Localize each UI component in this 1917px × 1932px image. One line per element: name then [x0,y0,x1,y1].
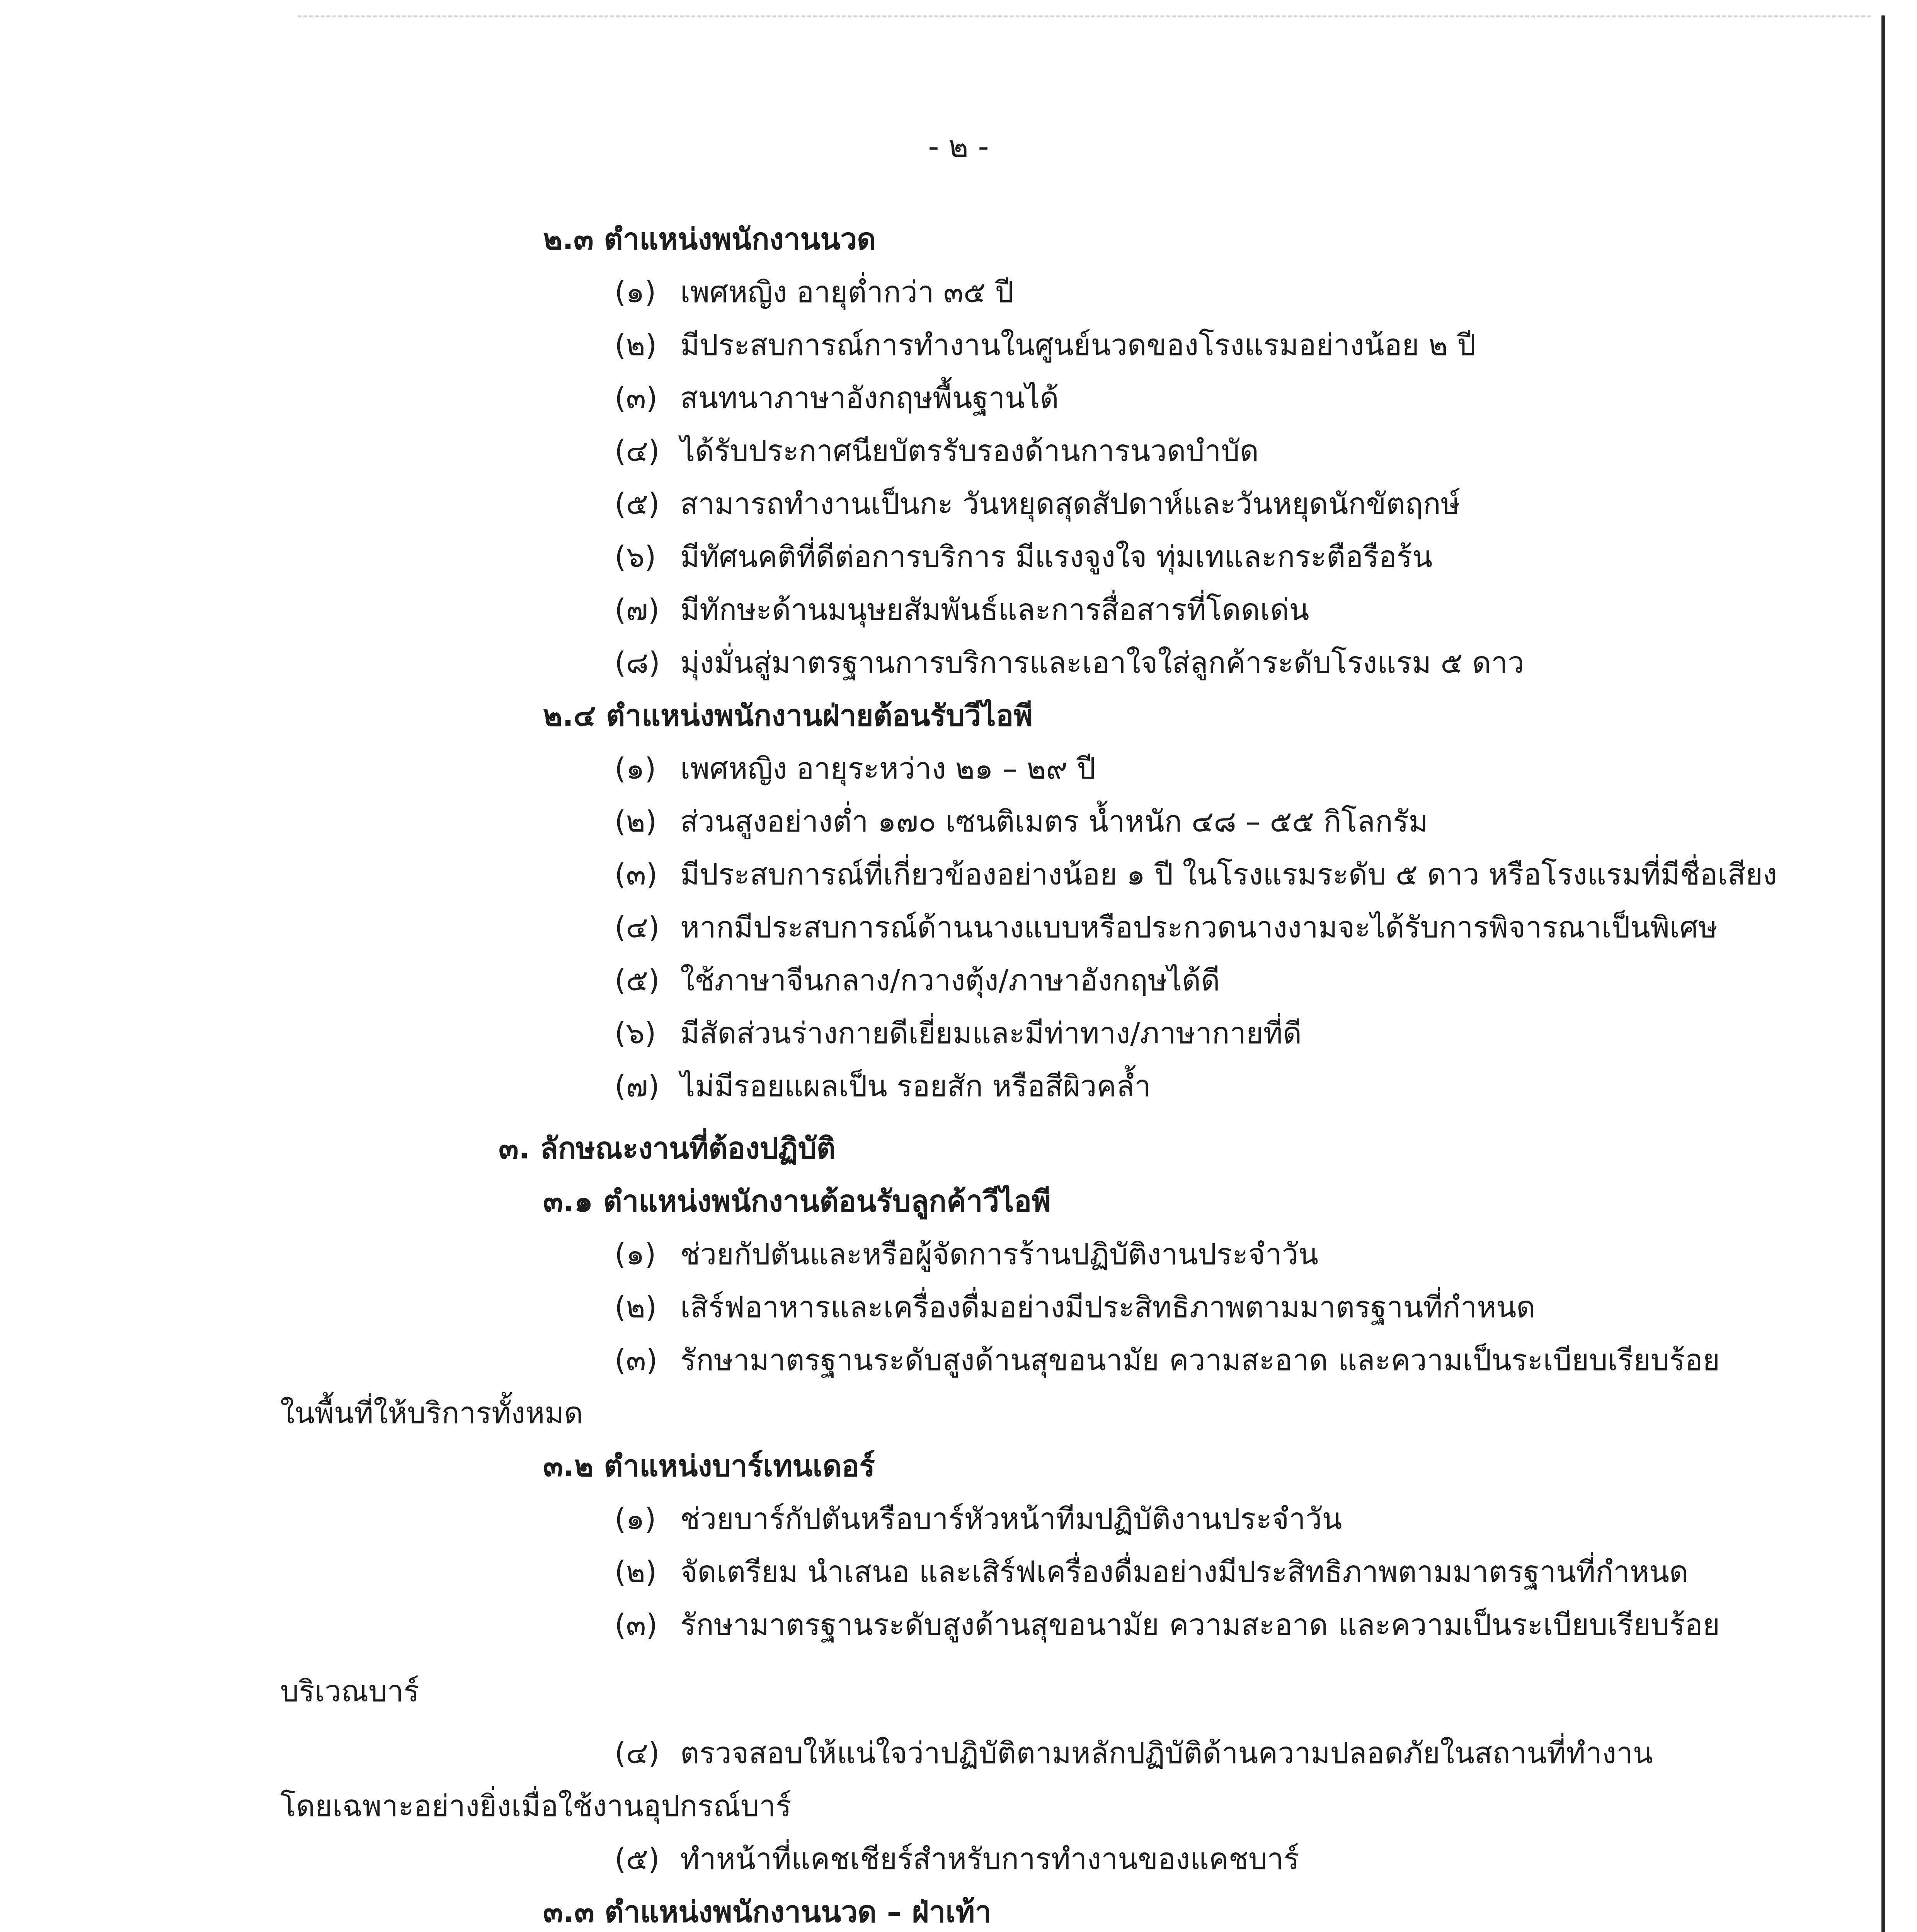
item-number: (๑) [615,751,656,786]
item-text: เพศหญิง อายุระหว่าง ๒๑ – ๒๙ ปี [680,751,1096,786]
item-text: รักษามาตรฐานระดับสูงด้านสุขอนามัย ความสะอาด และความเป็นระเบียบเรียบร้อย [680,1343,1720,1377]
item-text: สนทนาภาษาอังกฤษพื้นฐานได้ [680,381,1059,415]
item-text: ตรวจสอบให้แน่ใจว่าปฏิบัติตามหลักปฏิบัติด้านความปลอดภัยในสถานที่ทำงาน [680,1736,1653,1770]
section-heading-3: ๓. ลักษณะงานที่ต้องปฏิบัติ [499,1131,836,1165]
item-number: (๒) [615,1554,657,1589]
list-item [615,266,1014,318]
item-number: (๔) [615,434,660,468]
list-item [615,743,1095,794]
item-number: (๓) [615,381,658,415]
section-heading-3-1: ๓.๑ ตำแหน่งพนักงานต้อนรับลูกค้าวีไอพี [543,1184,1051,1218]
item-number: (๓) [615,1607,658,1642]
item-text: มีสัดส่วนร่างกายดีเยี่ยมและมีท่าทาง/ภาษากายที่ดี [680,1016,1302,1050]
item-text: จัดเตรียม นำเสนอ และเสิร์ฟเครื่องดื่มอย่างมีประสิทธิภาพตามมาตรฐานที่กำหนด [680,1554,1689,1589]
list-item [615,478,1460,530]
item-number: (๒) [615,328,657,362]
item-number: (๖) [615,1016,656,1050]
item-number: (๖) [615,539,656,574]
item-number: (๘) [615,645,660,680]
list-item [615,1334,1720,1386]
list-item [615,1228,1318,1280]
list-item [615,1833,1299,1885]
continuation-text: โดยเฉพาะอย่างยิ่งเมื่อใช้งานอุปกรณ์บาร์ [280,1789,792,1823]
page-number: - ๒ - [928,129,989,164]
item-number: (๕) [615,486,660,521]
item-text: เสิร์ฟอาหารและเครื่องดื่มอย่างมีประสิทธิภาพตามมาตรฐานที่กำหนด [680,1290,1536,1324]
scan-top-border [298,15,1871,17]
item-number: (๕) [615,963,660,997]
item-text: เพศหญิง อายุต่ำกว่า ๓๕ ปี [680,275,1014,309]
list-item [615,637,1524,689]
item-number: (๓) [615,1343,658,1377]
list-item [615,1493,1342,1545]
item-text: ทำหน้าที่แคชเชียร์สำหรับการทำงานของแคชบาร์ [680,1842,1300,1876]
list-item [615,372,1059,424]
list-item [615,425,1259,477]
continuation-text: ในพื้นที่ให้บริการทั้งหมด [280,1396,583,1430]
list-item [615,1281,1536,1333]
item-text: มีทักษะด้านมนุษยสัมพันธ์และการสื่อสารที่โดดเด่น [680,592,1309,627]
item-number: (๑) [615,275,656,309]
item-number: (๔) [615,910,660,944]
section-heading-3-2: ๓.๒ ตำแหน่งบาร์เทนเดอร์ [543,1449,875,1483]
list-item [615,319,1476,371]
list-item [615,1727,1720,1779]
item-text: ช่วยบาร์กัปตันหรือบาร์หัวหน้าทีมปฏิบัติงานประจำวัน [680,1502,1342,1536]
list-item [615,531,1432,583]
list-item [615,1060,1151,1112]
item-text: รักษามาตรฐานระดับสูงด้านสุขอนามัย ความสะอาด และความเป็นระเบียบเรียบร้อย [680,1607,1720,1642]
item-text: สามารถทำงานเป็นกะ วันหยุดสุดสัปดาห์และวันหยุดนักขัตฤกษ์ [680,486,1460,521]
item-number: (๒) [615,804,657,838]
item-number: (๒) [615,1290,657,1324]
list-item [615,584,1309,636]
item-text: มุ่งมั่นสู่มาตรฐานการบริการและเอาใจใส่ลูกค้าระดับโรงแรม ๕ ดาว [680,645,1524,680]
scan-right-edge [1881,15,1885,1932]
item-text: ไม่มีรอยแผลเป็น รอยสัก หรือสีผิวคล้ำ [680,1069,1151,1103]
item-number: (๑) [615,1502,656,1536]
list-item [615,1599,1720,1651]
list-item [615,1007,1302,1059]
section-heading-3-3: ๓.๓ ตำแหน่งพนักงานนวด – ฝ่าเท้า [543,1895,992,1929]
item-number: (๕) [615,1842,660,1876]
item-text: หากมีประสบการณ์ด้านนางแบบหรือประกวดนางงามจะได้รับการพิจารณาเป็นพิเศษ [680,910,1718,944]
list-item [615,901,1718,953]
item-text: ส่วนสูงอย่างต่ำ ๑๗๐ เซนติเมตร น้ำหนัก ๔๘ – ๕๕ กิโลกรัม [680,804,1428,838]
item-text: มีทัศนคติที่ดีต่อการบริการ มีแรงจูงใจ ทุ่มเทและกระตือรือร้น [680,539,1433,574]
list-item [615,849,1777,900]
item-number: (๓) [615,857,658,891]
list-item [615,954,1220,1006]
list-item [615,1546,1688,1598]
section-heading-2-4: ๒.๔ ตำแหน่งพนักงานฝ่ายต้อนรับวีไอพี [543,698,1033,733]
item-number: (๗) [615,1069,660,1103]
item-number: (๑) [615,1237,656,1271]
section-heading-2-3: ๒.๓ ตำแหน่งพนักงานนวด [543,222,876,256]
item-text: ได้รับประกาศนียบัตรรับรองด้านการนวดบำบัด [680,434,1259,468]
continuation-text: บริเวณบาร์ [280,1674,419,1708]
item-text: มีประสบการณ์การทำงานในศูนย์นวดของโรงแรมอย่างน้อย ๒ ปี [680,328,1476,362]
item-text: ช่วยกัปตันและหรือผู้จัดการร้านปฏิบัติงานประจำวัน [680,1237,1318,1271]
item-number: (๗) [615,592,660,627]
item-text: ใช้ภาษาจีนกลาง/กวางตุ้ง/ภาษาอังกฤษได้ดี [680,963,1220,997]
item-text: มีประสบการณ์ที่เกี่ยวข้องอย่างน้อย ๑ ปี ในโรงแรมระดับ ๕ ดาว หรือโรงแรมที่มีชื่อเสียง [680,857,1777,891]
item-number: (๔) [615,1736,660,1770]
list-item [615,796,1428,847]
